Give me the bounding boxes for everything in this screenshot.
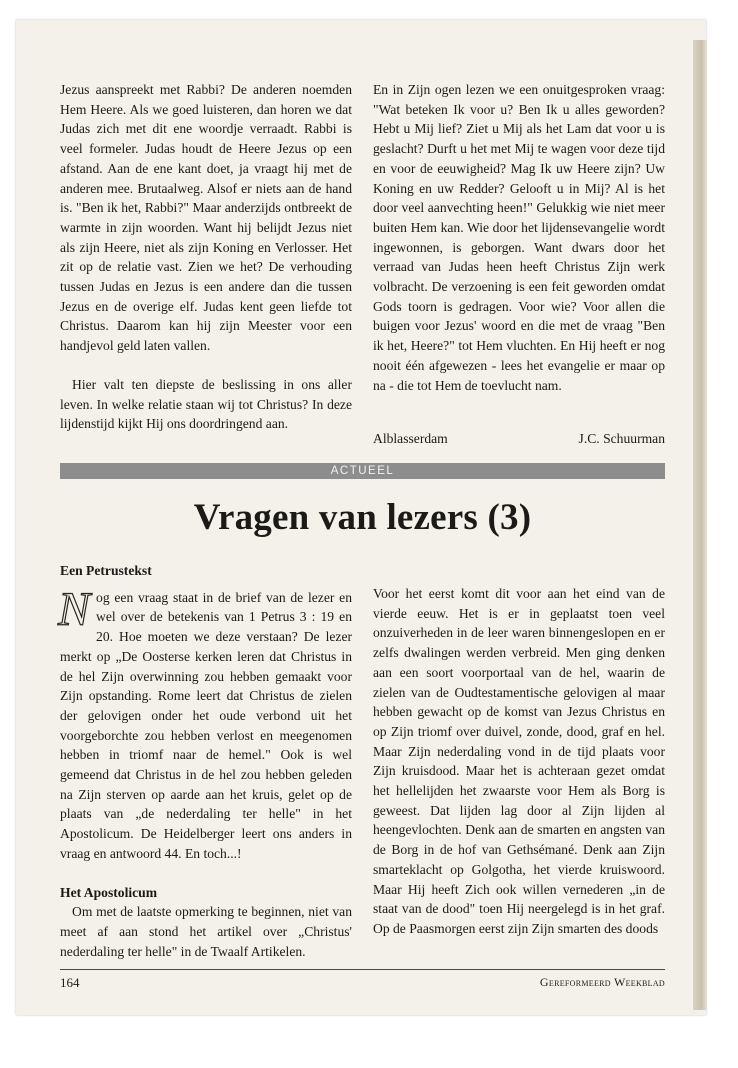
paragraph: Hier valt ten diepste de beslissing in ons aller leven. In welke relatie staan wij tot Christus? In deze lijdenstijd kijkt Hij ons doordringend aan. <box>60 376 352 432</box>
article-right-column <box>373 584 665 939</box>
paragraph <box>58 582 352 864</box>
article-left-column <box>60 561 352 961</box>
paragraph: Om met de laatste opmerking te beginnen, niet van meet af aan stond het artikel over „Christus' nederdaling ter helle" in de Twaalf Artikelen. <box>60 904 352 959</box>
drop-cap: N <box>58 582 91 636</box>
page-number: 164 <box>60 975 80 990</box>
signature-line <box>373 431 665 447</box>
subheading: Het Apostolicum <box>60 884 158 900</box>
page-edge <box>693 40 707 1010</box>
place: Alblasserdam <box>373 431 448 446</box>
author: J.C. Schuurman <box>578 431 665 446</box>
footer-rule <box>60 969 665 970</box>
magazine-name: Gereformeerd Weekblad <box>539 975 665 989</box>
section-band: ACTUEEL <box>60 463 665 479</box>
paragraph: Voor het eerst komt dit voor aan het eind van de vierde eeuw. Het is er in geplaatst toen veel onzuiverheden in de leer waren binnengeslopen en er zelfs dwalingen werden verbreid. Men ging denken aan een soort voorportaal van de hel, waarin de zielen van de Oudtestamentische gelovigen al maar hebben gewacht op de komst van Jezus Christus en op Zijn triomf over duivel, zonde, dood, graf en hel. Maar Zijn nederdaling vond in de tijd plaats voor Zijn kruisdood. Maar het is achteraan gezet omdat het hellelijden het zwaarste voor Hem als Borg is geweest. Dat lijden lag door al Zijn lijden al heengevlochten. Denk aan de smarten en angsten van de Borg in de hof van Gethsémané. Denk aan Zijn smarteklacht op Golgotha, het vierde kruiswoord. Maar Hij heeft Zich ook willen vernederen „in de staat van de dood" toen Hij neergelegd is in het graf. Op de Paasmorgen eerst zijn Zijn smarten des doods <box>373 586 665 936</box>
top-right-column <box>373 80 665 395</box>
paragraph-text: og een vraag staat in de brief van de lezer en wel over de betekenis van 1 Petrus 3 : 19 en 20. Hoe moeten we deze verstaan? De lezer merkt op „De Oosterse kerken leren dat Christus in de hel Zijn overwinning zou hebben gemaakt voor Zijn opstanding. Rome leert dat Christus de zielen der gelovigen onder het oude verbond uit het voorgeborchte zou hebben verlost en meegenomen hebben in triomf naar de hemel." Ook is wel gemeend dat Christus in de hel zou hebben geleden na Zijn sterven op aarde aan het kruis, gelet op de plaats van „de nederdaling ter helle" in het Apostolicum. De Heidelberger leert ons anders in vraag en antwoord 44. En toch...! <box>60 589 352 861</box>
top-left-column <box>60 80 352 434</box>
subheading: Een Petrustekst <box>60 563 152 578</box>
paragraph: Jezus aanspreekt met Rabbi? De anderen noemden Hem Heere. Als we goed luisteren, dan horen we dat Judas zich met dit ene woordje verraadt. Rabbi is veel formeler. Judas houdt de Heere Jezus op een afstand. Aan de ene kant doet, ja vraagt hij met de anderen mee. Brutaalweg. Alsof er niets aan de hand is. "Ben ik het, Rabbi?" Maar anderzijds ontbreekt de warmte in zijn woorden. Want hij belijdt Jezus niet als zijn Heere, niet als zijn Koning en Verlosser. Het zit op de relatie vast. Zien we het? De verhouding tussen Judas en Jezus is een andere dan die tussen Jezus en de overige elf. Judas kent geen liefde tot Christus. Daarom kan hij zijn Meester voor een handjevol geld laten vallen. <box>60 82 352 354</box>
paragraph: En in Zijn ogen lezen we een onuitgesproken vraag: "Wat beteken Ik voor u? Ben Ik u alles geworden? Hebt u Mij lief? Ziet u Mij als het Lam dat voor u is geslacht? Durft u het met Mij te wagen voor deze tijd en voor de eeuwigheid? Mag Ik uw Heere zijn? Uw Koning en uw Redder? Gelooft u in Mij? Al is het door veel aanvechting heen!" Gelukkig wie niet meer buiten Hem kan. Wie door het lijdensevangelie wordt ingewonnen, is geborgen. Want dwars door het verraad van Judas heen heeft Christus Zijn werk volbracht. De verzoening is een feit geworden omdat Gods toorn is gedragen. Voor wie? Voor allen die buigen voor Jezus' woord en die met de vraag "Ben ik het, Heere?" tot Hem vluchten. En Hij heeft er nog nooit één afgewezen - lees het evangelie er maar op na - die tot Hem de toevlucht nam. <box>373 82 665 393</box>
article-title: Vragen van lezers (3) <box>193 497 532 538</box>
